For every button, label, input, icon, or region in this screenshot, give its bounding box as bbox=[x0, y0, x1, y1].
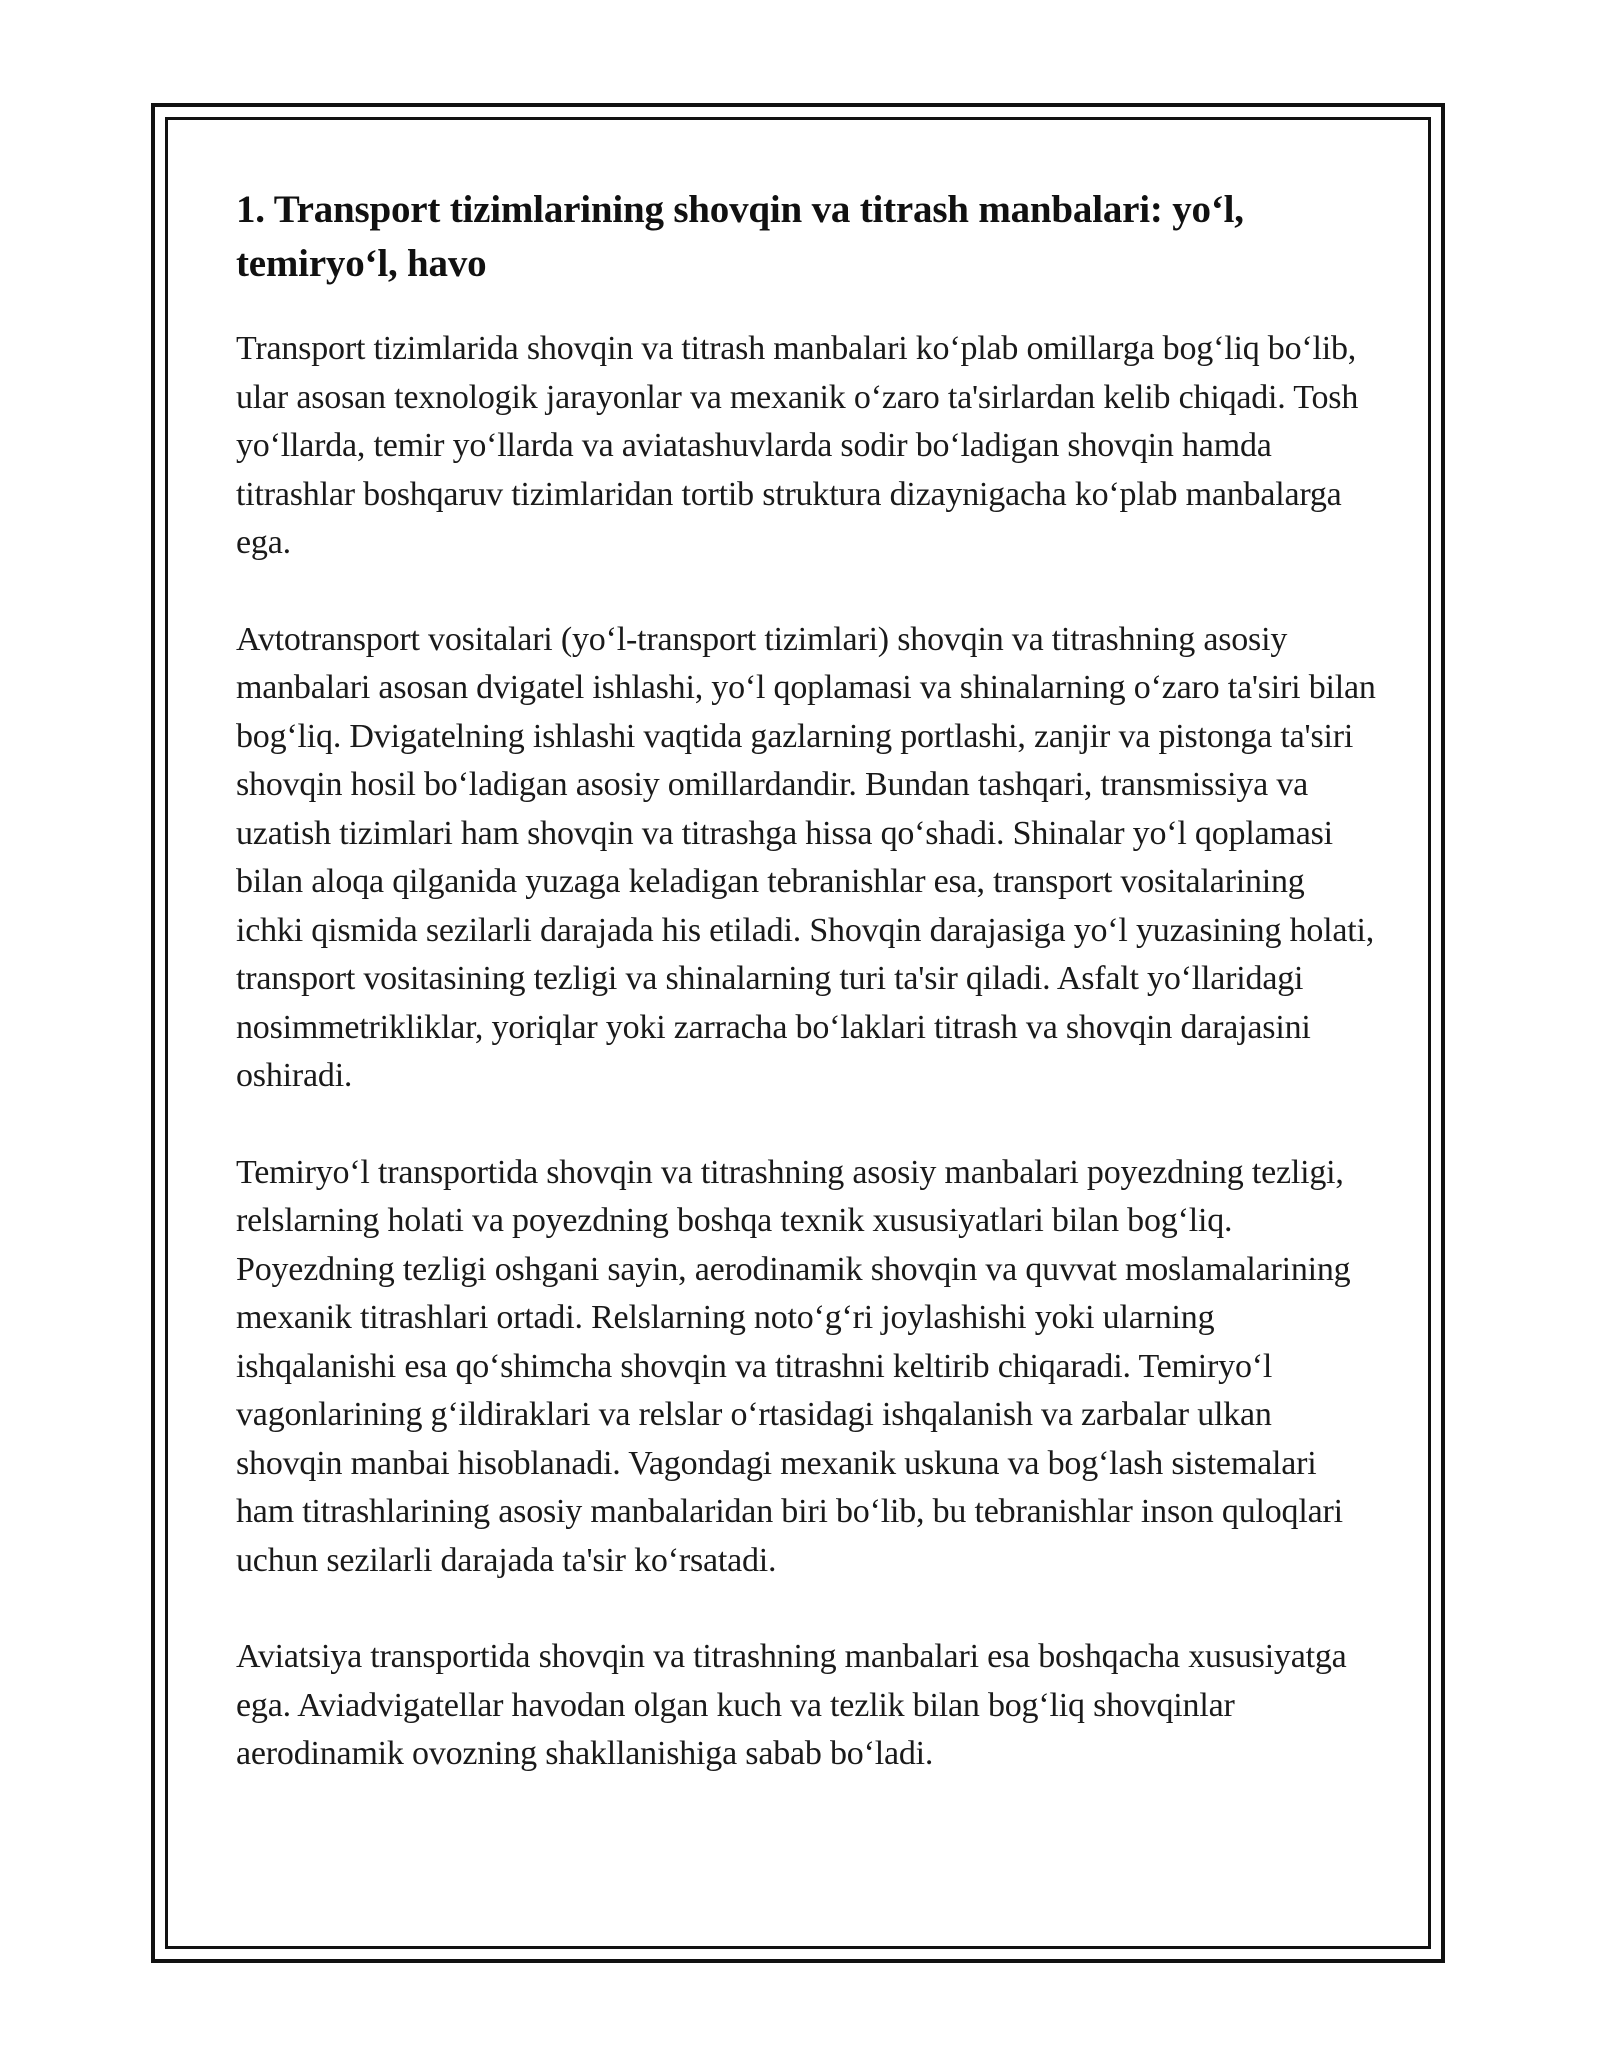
paragraph-intro: Transport tizimlarida shovqin va titrash manbalari ko‘plab omillarga bog‘liq bo‘lib, ular asosan texnologik jarayonlar va mexanik o‘zaro ta'sirlardan kelib chiqadi. Tosh yo‘llarda, temir yo‘llarda va aviatashuvlarda sodir bo‘ladigan shovqin hamda titrashlar boshqaruv tizimlaridan tortib struktura dizaynigacha ko‘plab manbalarga ega. bbox=[236, 330, 1359, 561]
paragraph-air-transport: Aviatsiya transportida shovqin va titrashning manbalari esa boshqacha xususiyatga ega. Aviadvigatellar havodan olgan kuch va tezlik bilan bog‘liq shovqinlar aerodinamik ovozning shakllanishiga sabab bo‘ladi. bbox=[236, 1638, 1347, 1772]
document-body bbox=[236, 183, 1376, 1827]
paragraph-road-transport: Avtotransport vositalari (yo‘l-transport tizimlari) shovqin va titrashning asosiy manbalari asosan dvigatel ishlashi, yo‘l qoplamasi va shinalarning o‘zaro ta'siri bilan bog‘liq. Dvigatelning ishlashi vaqtida gazlarning portlashi, zanjir va pistonga ta'siri shovqin hosil bo‘ladigan asosiy omillardandir. Bundan tashqari, transmissiya va uzatish tizimlari ham shovqin va titrashga hissa qo‘shadi. Shinalar yo‘l qoplamasi bilan aloqa qilganida yuzaga keladigan tebranishlar esa, transport vositalarining ichki qismida sezilarli darajada his etiladi. Shovqin darajasiga yo‘l yuzasining holati, transport vositasining tezligi va shinalarning turi ta'sir qiladi. Asfalt yo‘llaridagi nosimmetrikliklar, yoriqlar yoki zarracha bo‘laklari titrash va shovqin darajasini oshiradi. bbox=[236, 620, 1376, 1094]
paragraph-rail-transport: Temiryo‘l transportida shovqin va titrashning asosiy manbalari poyezdning tezligi, relslarning holati va poyezdning boshqa texnik xususiyatlari bilan bog‘liq. Poyezdning tezligi oshgani sayin, aerodinamik shovqin va quvvat moslamalarining mexanik titrashlari ortadi. Relslarning noto‘g‘ri joylashishi yoki ularning ishqalanishi esa qo‘shimcha shovqin va titrashni keltirib chiqaradi. Temiryo‘l vagonlarining g‘ildiraklari va relslar o‘rtasidagi ishqalanish va zarbalar ulkan shovqin manbai hisoblanadi. Vagondagi mexanik uskuna va bog‘lash sistemalari ham titrashlarining asosiy manbalaridan biri bo‘lib, bu tebranishlar inson quloqlari uchun sezilarli darajada ta'sir ko‘rsatadi. bbox=[236, 1153, 1351, 1579]
section-heading: 1. Transport tizimlarining shovqin va titrash manbalari: yo‘l, temiryo‘l, havo bbox=[236, 188, 1244, 285]
